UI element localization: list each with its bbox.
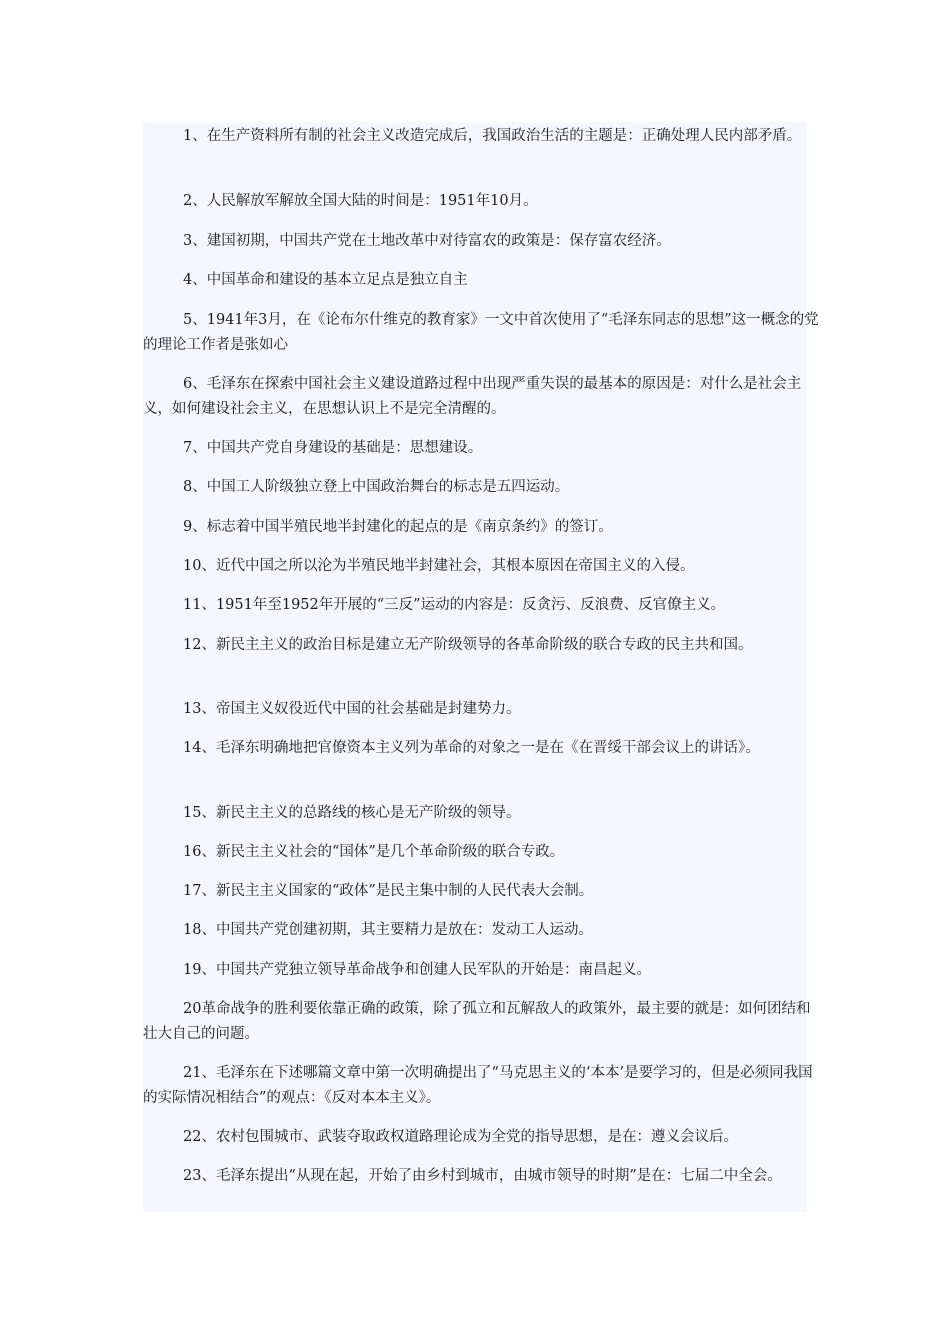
list-item: 12、新民主主义的政治目标是建立无产阶级领导的各革命阶级的联合专政的民主共和国。	[183, 637, 753, 653]
list-item: 17、新民主主义国家的“政体”是民主集中制的人民代表大会制。	[183, 883, 594, 899]
list-item: 9、标志着中国半殖民地半封建化的起点的是《南京条约》的签订。	[183, 519, 613, 535]
list-item: 10、近代中国之所以沦为半殖民地半封建社会，其根本原因在帝国主义的入侵。	[183, 558, 695, 574]
list-item: 22、农村包围城市、武装夺取政权道路理论成为全党的指导思想，是在：遵义会议后。	[183, 1129, 738, 1145]
list-item: 3、建国初期，中国共产党在土地改革中对待富农的政策是：保存富农经济。	[183, 233, 671, 249]
list-item: 7、中国共产党自身建设的基础是：思想建设。	[183, 440, 483, 456]
list-item: 11、1951年至1952年开展的“三反”运动的内容是：反贪污、反浪费、反官僚主义。	[183, 597, 726, 613]
list-item: 2、人民解放军解放全国大陆的时间是：1951年10月。	[183, 193, 538, 209]
list-item: 21、毛泽东在下述哪篇文章中第一次明确提出了“马克思主义的‘本本’是要学习的，但是必须同我国的实际情况相结合”的观点：《反对本本主义》。	[143, 1065, 813, 1106]
list-item: 1、在生产资料所有制的社会主义改造完成后，我国政治生活的主题是：正确处理人民内部矛盾。	[183, 128, 802, 144]
list-item: 18、中国共产党创建初期，其主要精力是放在：发动工人运动。	[183, 922, 593, 938]
list-item: 15、新民主主义的总路线的核心是无产阶级的领导。	[183, 805, 521, 821]
list-item: 23、毛泽东提出“从现在起，开始了由乡村到城市，由城市领导的时期”是在：七届二中全会。	[183, 1168, 782, 1184]
list-item: 19、中国共产党独立领导革命战争和创建人民军队的开始是：南昌起义。	[183, 962, 651, 978]
list-item: 16、新民主主义社会的“国体”是几个革命阶级的联合专政。	[183, 844, 565, 860]
list-item: 20革命战争的胜利要依靠正确的政策，除了孤立和瓦解敌人的政策外，最主要的就是：如何团结和壮大自己的问题。	[143, 1001, 811, 1042]
list-item: 4、中国革命和建设的基本立足点是独立自主	[183, 272, 468, 288]
text-panel	[143, 122, 819, 1212]
list-item: 5、1941年3月，在《论布尔什维克的教育家》一文中首次使用了“毛泽东同志的思想”这一概念的党的理论工作者是张如心	[143, 312, 819, 353]
list-item: 13、帝国主义奴役近代中国的社会基础是封建势力。	[183, 701, 521, 717]
list-item: 14、毛泽东明确地把官僚资本主义列为革命的对象之一是在《在晋绥干部会议上的讲话》。	[183, 740, 760, 756]
list-item: 6、毛泽东在探索中国社会主义建设道路过程中出现严重失误的最基本的原因是：对什么是社会主义，如何建设社会主义，在思想认识上不是完全清醒的。	[143, 376, 802, 417]
list-item: 8、中国工人阶级独立登上中国政治舞台的标志是五四运动。	[183, 479, 570, 495]
question-list	[143, 122, 819, 1212]
